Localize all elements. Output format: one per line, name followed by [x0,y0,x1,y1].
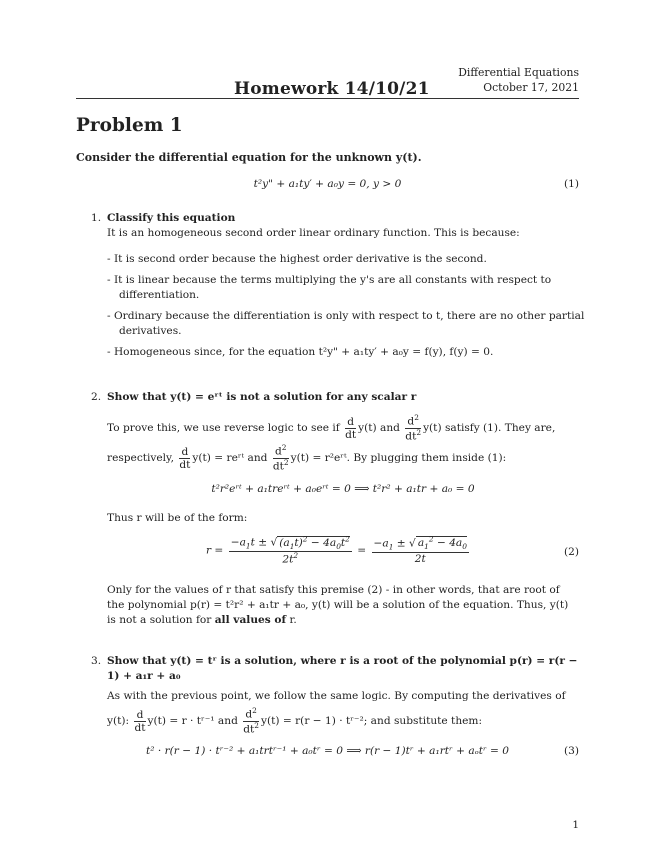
item-1-title: Classify this equation [107,212,236,224]
item-2-para-1: To prove this, we use reverse logic to see if $\frac{d}{dt}$ y(t) and $\frac{d^2}{dt^2}$ y(t) satisfy (1). They are, [107,413,556,443]
item-1-bullet: - Ordinary because the differentiation is only with respect to t, there are no other partial derivatives. [107,310,585,338]
header-rule [76,98,579,99]
item-1-text: It is an homogeneous second order linear ordinary function. This is because: [107,227,520,239]
derivative-d-dt: $\frac{d}{dt}$ [179,445,191,471]
item-2-title: Show that y(t) = eʳᵗ is not a solution for any scalar r [107,391,417,403]
course-info [458,66,579,95]
problem-intro: Consider the differential equation for the unknown y(t). [76,151,422,164]
item-3-title: Show that y(t) = tʳ is a solution, where r is a root of the polynomial p(r) = r(r − 1) + a₁r + a₀ [107,655,578,683]
derivative-d-dt: $\frac{d}{dt}$ [345,415,357,441]
item-1-bullet: - Homogeneous since, for the equation t²y" + a₁ty′ + a₀y = f(y), f(y) = 0. [107,346,494,358]
item-2-para-2: respectively, $\frac{d}{dt}$ y(t) = reʳᵗ and $\frac{d^2}{dt^2}$ y(t) = r²eʳᵗ. By plugging them inside (1): [107,443,507,473]
item-3-para-2: y(t): $\frac{d}{dt}$ y(t) = r · tʳ⁻¹ and $\frac{d^2}{dt^2}$ y(t) = r(r − 1) · tʳ⁻²; and substitute them: [107,706,483,736]
document-title: Homework 14/10/21 [234,79,430,99]
problem-title: Problem 1 [76,115,183,136]
item-1-bullet: - It is linear because the terms multiplying the y's are all constants with respect to differentiation. [107,274,552,302]
item-1-bullet: - It is second order because the highest order derivative is the second. [107,253,487,265]
equation-3-number: (3) [563,745,579,757]
derivative-d2-dt2: $\frac{d^2}{dt^2}$ [272,443,289,473]
item-1-number: 1. [91,212,102,224]
item-2-number: 2. [91,391,102,403]
characteristic-equation: t²r²eʳᵗ + a₁treʳᵗ + a₀eʳᵗ = 0 ⟹ t²r² + a₁tr + a₀ = 0 [211,483,475,495]
equation-2-number: (2) [563,546,579,558]
equation-1-number: (1) [563,178,579,190]
page-number: 1 [572,819,579,831]
equation-2: r = $\frac{-a_1t \pm √ (a_1t)^2 - 4a_0t^2}{2t^2}$ = $\frac{-a_1 \pm √ a_1^2 - 4a_0}{2t}$ [206,534,467,566]
item-3-number: 3. [91,655,102,667]
derivative-d2-dt2: $\frac{d^2}{dt^2}$ [405,413,422,443]
document-date: October 17, 2021 [483,80,579,94]
equation-1: t²y" + a₁ty′ + a₀y = 0, y > 0 [253,178,402,190]
derivative-d2-dt2: $\frac{d^2}{dt^2}$ [243,706,259,736]
course-name: Differential Equations [458,66,579,79]
item-2-conclusion: Only for the values of r that satisfy this premise (2) - in other words, that are root of the polynomial p(r) = t²r² + a₁tr + a₀, y(t) will be a solution of the equation. Thus, y(t) is not a solution for all values of r. [107,584,569,627]
equation-3: t² · r(r − 1) · tʳ⁻² + a₁trtʳ⁻¹ + a₀tʳ = 0 ⟹ r(r − 1)tʳ + a₁rtʳ + aₒtʳ = 0 [146,745,510,757]
item-3-para-1: As with the previous point, we follow the same logic. By computing the derivatives of [107,690,566,702]
derivative-d-dt: $\frac{d}{dt}$ [134,708,146,734]
item-2-para-3: Thus r will be of the form: [107,512,248,524]
